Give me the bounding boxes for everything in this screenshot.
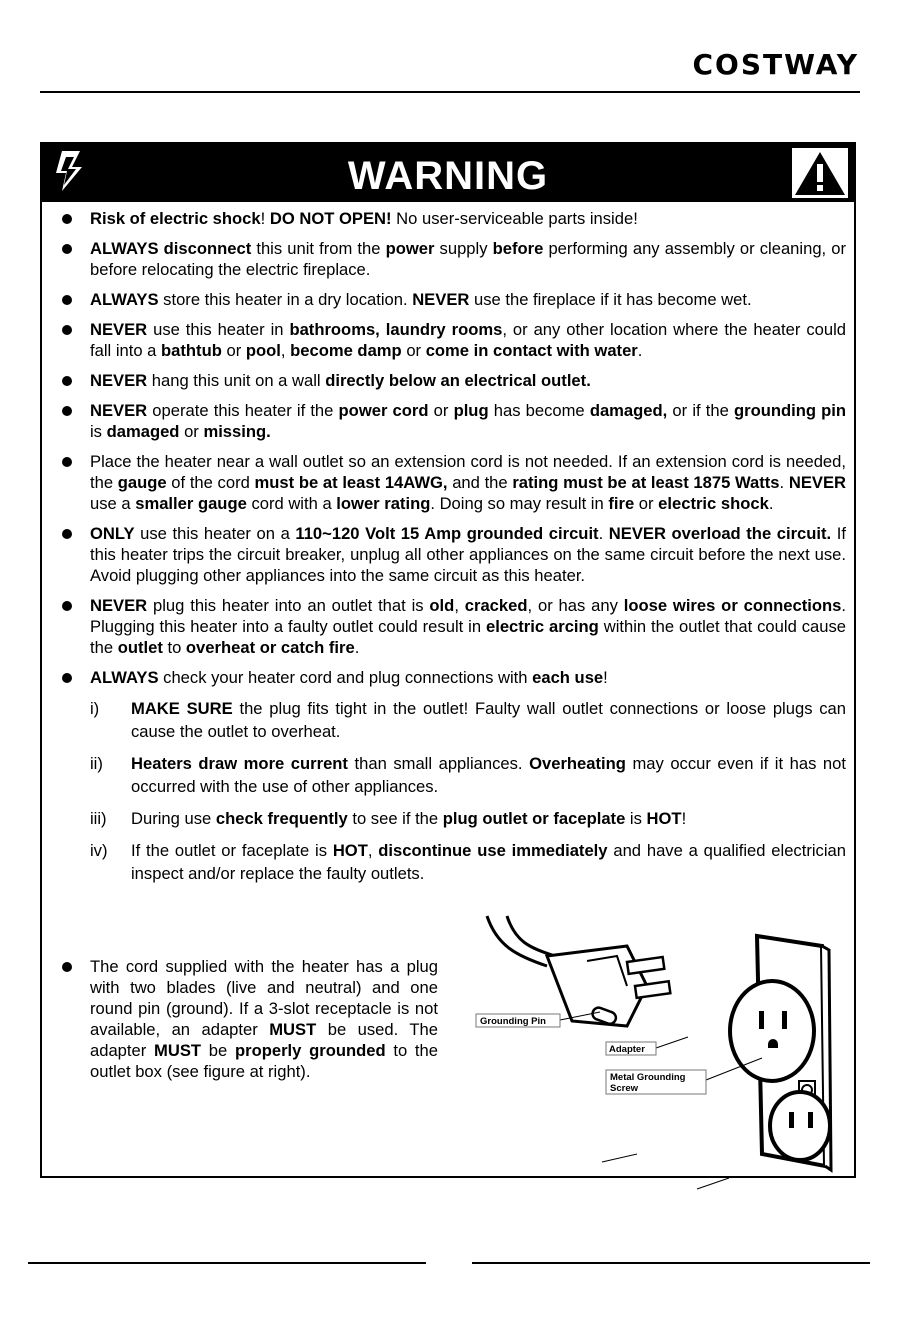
bullet-icon: [62, 406, 72, 416]
list-item: [56, 400, 846, 442]
footer-rule-right: [472, 1262, 870, 1264]
warning-triangle-icon: [792, 148, 848, 203]
bold-text: pool: [245, 341, 281, 360]
sub-item: [56, 697, 846, 743]
adapter-text: Adapter: [609, 1044, 645, 1055]
text: No user-serviceable parts inside!: [391, 209, 638, 228]
bold-text: MAKE SURE: [131, 699, 233, 718]
figure-label-overlay: [470, 1000, 770, 1100]
sub-item: [56, 807, 846, 830]
bold-text: grounding pin: [733, 401, 847, 420]
text: is: [625, 809, 647, 828]
list-item-text: [90, 524, 846, 585]
bold-text: outlet: [117, 638, 163, 657]
bold-text: smaller gauge: [135, 494, 247, 513]
bold-text: each use: [532, 668, 604, 687]
text: If the outlet or faceplate is: [131, 841, 333, 860]
bold-text: before: [492, 239, 544, 258]
text: .: [598, 524, 609, 543]
list-item: [56, 289, 846, 310]
list-item-text: [90, 401, 846, 441]
list-item-text: [90, 596, 846, 657]
bold-text: Risk of electric shock: [90, 209, 261, 228]
text: than small appliances.: [347, 754, 530, 773]
bullet-icon: [62, 601, 72, 611]
sub-item-text: [131, 809, 686, 828]
bold-text: HOT: [646, 809, 682, 828]
bold-text: NEVER: [90, 596, 148, 615]
text: ,: [280, 341, 291, 360]
sub-item-text: [131, 841, 846, 883]
bold-text: gauge: [117, 473, 167, 492]
text: use a: [90, 494, 136, 513]
bold-text: electric arcing: [485, 617, 599, 636]
text: .: [779, 473, 789, 492]
text: The cord supplied with the heater has a plug with two blades (live and neutral) and one round pin (ground). If a 3-slot receptacle is not available, an adapter: [90, 957, 438, 1039]
brand-logo: COSTWAY: [692, 48, 859, 81]
text: ,: [454, 596, 465, 615]
text: !: [681, 809, 687, 828]
sub-item-text: [131, 699, 846, 741]
bullet-icon: [62, 214, 72, 224]
text: may occur even if it has not occurred with the use of other appliances.: [131, 754, 846, 796]
bold-text: plug outlet or faceplate: [442, 809, 626, 828]
text: within the outlet that could cause the: [90, 617, 846, 657]
bold-text: must be at least 14AWG,: [254, 473, 448, 492]
text: !: [260, 209, 270, 228]
warning-title: WARNING: [347, 154, 549, 198]
list-item-text: [90, 320, 846, 360]
text: to see if the: [347, 809, 443, 828]
bold-text: check frequently: [215, 809, 348, 828]
bold-text: lower rating: [336, 494, 431, 513]
bold-text: HOT: [332, 841, 368, 860]
bold-text: ONLY: [90, 524, 135, 543]
list-item: [56, 319, 846, 361]
bullet-icon: [62, 376, 72, 386]
text: !: [603, 668, 608, 687]
bold-text: old: [429, 596, 455, 615]
text: of the cord: [166, 473, 255, 492]
bold-text: NEVER overload the circuit.: [608, 524, 832, 543]
bold-text: damaged: [106, 422, 180, 441]
list-item-text: [90, 668, 608, 687]
list-item-text: [90, 371, 591, 390]
bullet-icon: [62, 295, 72, 305]
text: this unit from the: [251, 239, 386, 258]
adapter-note-text: [90, 957, 438, 1081]
text: ,: [367, 841, 379, 860]
text: operate this heater if the: [147, 401, 339, 420]
bold-text: ALWAYS disconnect: [90, 239, 252, 258]
bold-text: bathtub: [161, 341, 222, 360]
screw-text-2: Screw: [610, 1083, 638, 1094]
bold-text: DO NOT OPEN!: [269, 209, 392, 228]
sub-item: [56, 752, 846, 798]
text: store this heater in a dry location.: [158, 290, 413, 309]
list-item: [56, 523, 846, 586]
text: or: [401, 341, 426, 360]
text: or: [428, 401, 454, 420]
bold-text: ALWAYS: [90, 668, 159, 687]
list-item-text: [90, 290, 752, 309]
text: has become: [488, 401, 590, 420]
text: .: [768, 494, 774, 513]
sub-item: [56, 839, 846, 885]
bold-text: become damp: [290, 341, 402, 360]
text: plug this heater into an outlet that is: [147, 596, 430, 615]
bold-text: loose wires or connections: [623, 596, 842, 615]
text: and have a qualified electrician inspect and/or replace the faulty outlets.: [131, 841, 846, 883]
bold-text: ALWAYS: [90, 290, 159, 309]
bold-text: Overheating: [529, 754, 626, 773]
bold-text: NEVER: [90, 320, 148, 339]
text: . Plugging this heater into a faulty outlet could result in: [90, 596, 846, 636]
bold-text: directly below an electrical outlet.: [325, 371, 591, 390]
list-item: [56, 451, 846, 514]
bold-text: properly grounded: [234, 1041, 386, 1060]
text: , or has any: [527, 596, 624, 615]
text: or if the: [667, 401, 734, 420]
bullet-icon: [62, 962, 72, 972]
bold-text: NEVER: [788, 473, 847, 492]
bullet-icon: [62, 529, 72, 539]
text: or: [221, 341, 246, 360]
text: the plug fits tight in the outlet! Faulty wall outlet connections or loose plugs can cause the outlet to overheat.: [131, 699, 846, 741]
list-item: [56, 667, 846, 688]
sub-item-number: ii): [90, 754, 103, 773]
bullet-icon: [62, 673, 72, 683]
plug-adapter-figure: Grounding Pin Adapter: [477, 916, 857, 1176]
text: , or any other location where the heater could fall into a: [90, 320, 846, 360]
bullet-icon: [62, 244, 72, 254]
bold-text: discontinue use immediately: [378, 841, 608, 860]
sub-item-text: [131, 754, 846, 796]
text: use the fireplace if it has become wet.: [469, 290, 752, 309]
bullet-icon: [62, 325, 72, 335]
list-item: [56, 208, 846, 229]
text: supply: [434, 239, 493, 258]
text: and the: [447, 473, 513, 492]
text: . Doing so may result in: [430, 494, 609, 513]
bold-text: overheat or catch fire: [185, 638, 355, 657]
bold-text: missing.: [203, 422, 271, 441]
grounding-pin-text: Grounding Pin: [480, 1016, 546, 1027]
list-item: [56, 595, 846, 658]
adapter-note: [56, 956, 438, 1082]
footer-rule-left: [28, 1262, 426, 1264]
text: .: [637, 341, 643, 360]
bold-text: power: [385, 239, 435, 258]
bold-text: 110~120 Volt 15 Amp grounded circuit: [295, 524, 599, 543]
text: use this heater in: [147, 320, 290, 339]
list-item-text: [90, 209, 638, 228]
bold-text: power cord: [338, 401, 429, 420]
list-item: [56, 370, 846, 391]
bold-text: NEVER: [412, 290, 470, 309]
text: is: [90, 422, 107, 441]
warning-banner: [42, 144, 854, 202]
text: During use: [131, 809, 216, 828]
bold-text: MUST: [154, 1041, 202, 1060]
text: or: [634, 494, 659, 513]
screw-text-1: Metal Grounding: [610, 1072, 686, 1083]
bold-text: electric shock: [658, 494, 769, 513]
bold-text: MUST: [269, 1020, 317, 1039]
text: to the outlet box (see figure at right).: [90, 1041, 438, 1081]
list-item: [56, 956, 438, 1082]
text: or: [179, 422, 204, 441]
bold-text: rating must be at least 1875 Watts: [512, 473, 780, 492]
text: hang this unit on a wall: [147, 371, 326, 390]
text: Place the heater near a wall outlet so an extension cord is not needed. If an extension cord is needed, the: [90, 452, 846, 492]
header-rule: [40, 91, 860, 93]
list-item: [56, 238, 846, 280]
bold-text: Heaters draw more current: [131, 754, 348, 773]
bold-text: fire: [608, 494, 635, 513]
bold-text: NEVER: [90, 371, 148, 390]
sub-item-number: i): [90, 699, 100, 718]
text: be used. The adapter: [90, 1020, 438, 1060]
bullet-icon: [62, 457, 72, 467]
warning-list: [56, 208, 846, 894]
sub-item-number: iii): [90, 809, 107, 828]
bold-text: cracked: [464, 596, 528, 615]
list-item-text: [90, 239, 846, 279]
sub-item-number: iv): [90, 841, 108, 860]
bold-text: come in contact with water: [425, 341, 638, 360]
bold-text: NEVER: [90, 401, 148, 420]
text: use this heater on a: [134, 524, 296, 543]
text: cord with a: [246, 494, 337, 513]
list-item-text: [90, 452, 846, 513]
bold-text: plug: [453, 401, 489, 420]
text: If this heater trips the circuit breaker, unplug all other appliances on the same circuit before the next use. Avoid plugging other appliances into the same circuit as this heater.: [90, 524, 846, 585]
text: performing any assembly or cleaning, or before relocating the electric fireplace.: [90, 239, 847, 279]
bold-text: damaged,: [589, 401, 668, 420]
text: .: [354, 638, 360, 657]
text: to: [162, 638, 186, 657]
text: check your heater cord and plug connections with: [158, 668, 533, 687]
bold-text: bathrooms, laundry rooms: [289, 320, 503, 339]
text: be: [201, 1041, 235, 1060]
